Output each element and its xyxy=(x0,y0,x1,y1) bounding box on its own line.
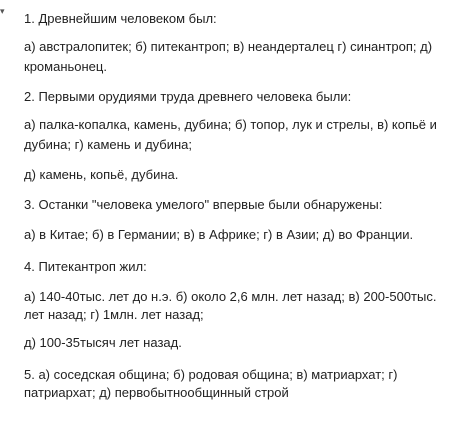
question-1-options-cont: кроманьонец. xyxy=(24,59,107,74)
question-2-option-d: д) камень, копьё, дубина. xyxy=(24,167,179,182)
question-1-title: 1. Древнейшим человеком был: xyxy=(24,11,217,26)
question-4-options: а) 140-40тыс. лет до н.э. б) около 2,6 млн. лет назад; в) 200-500тыс. xyxy=(24,289,437,304)
question-2-options: а) палка-копалка, камень, дубина; б) топор, лук и стрелы, в) копьё и xyxy=(24,117,437,132)
collapse-arrow-icon: ▾ xyxy=(0,6,5,16)
question-1-options: а) австралопитек; б) питекантроп; в) неандерталец г) синантроп; д) xyxy=(24,39,433,54)
question-4-options-cont: лет назад; г) 1млн. лет назад; xyxy=(24,307,204,322)
question-4-title: 4. Питекантроп жил: xyxy=(24,259,147,274)
question-3-title: 3. Останки "человека умелого" впервые были обнаружены: xyxy=(24,197,383,212)
question-4-option-d: д) 100-35тысяч лет назад. xyxy=(24,335,182,350)
question-2-options-cont: дубина; г) камень и дубина; xyxy=(24,137,193,152)
question-5-options: 5. а) соседская община; б) родовая община; в) матриархат; г) xyxy=(24,367,398,382)
question-3-options: а) в Китае; б) в Германии; в) в Африке; г) в Азии; д) во Франции. xyxy=(24,227,414,242)
question-2-title: 2. Первыми орудиями труда древнего человека были: xyxy=(24,89,352,104)
question-5-options-cont: патриархат; д) первобытнообщинный строй xyxy=(24,385,289,400)
